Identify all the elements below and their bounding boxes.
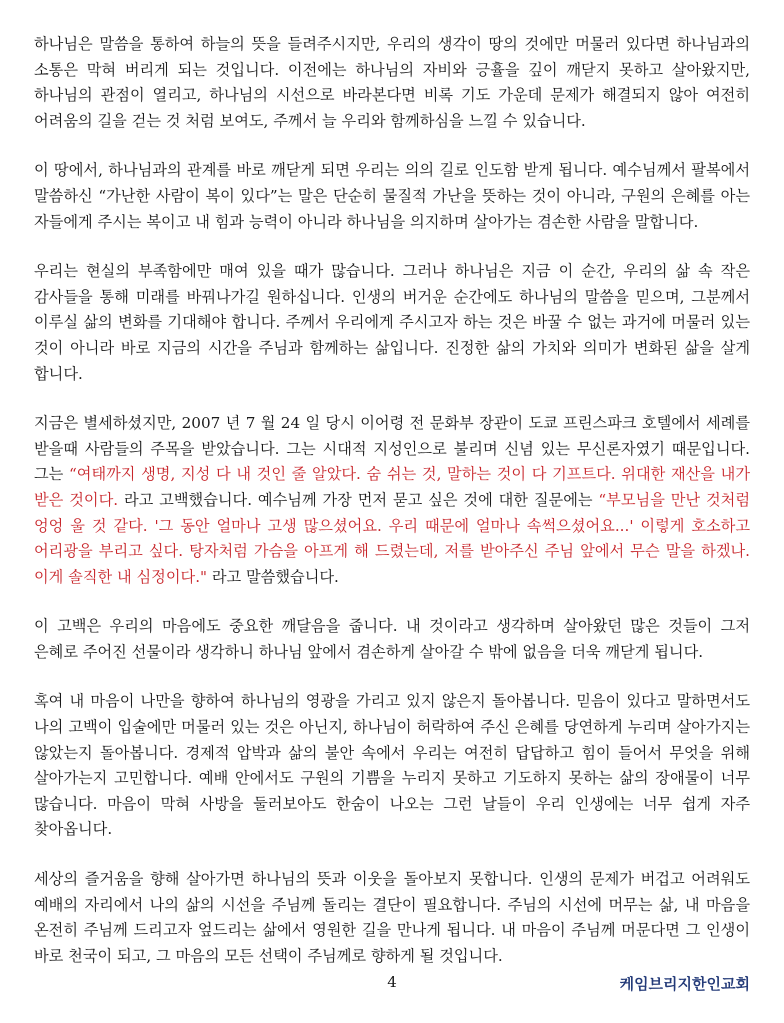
paragraph-text: 이 땅에서, 하나님과의 관계를 바로 깨닫게 되면 우리는 의의 길로 인도함 받게 됩니다. 예수님께서 팔복에서 말씀하신 “가난한 사람이 복이 있다”는 말은 단순히 물질적 가난을 뜻하는 것이 아니라, 구원의 은혜를 아는 자들에게 주시는 복이고 내 힘과 능력이 아니라 하나님을 의지하며 살아가는 겸손한 사람을 말합니다. [34,161,750,231]
document-body [34,32,750,993]
paragraph-text: 세상의 즐거움을 향해 살아가면 하나님의 뜻과 이웃을 돌아보지 못합니다. 인생의 문제가 버겁고 어려워도 예배의 자리에서 나의 삶의 시선을 주님께 돌리는 결단이 필요합니다. 주님의 시선에 머무는 삶, 내 마음을 온전히 주님께 드리고자 엎드리는 삶에서 영원한 길을 만나게 됩니다. 내 마음이 주님께 머문다면 그 인생이 바로 천국이 되고, 그 마음의 모든 선택이 주님께로 향하게 될 것입니다. [34,870,750,965]
paragraph-2 [34,158,750,235]
church-name: 케임브리지한인교회 [619,975,750,993]
paragraph-text: 우리는 현실의 부족함에만 매여 있을 때가 많습니다. 그러나 하나님은 지금 이 순간, 우리의 삶 속 작은 감사들을 통해 미래를 바꿔나가길 원하십니다. 인생의 버거운 순간에도 하나님의 말씀을 믿으며, 그분께서 이루실 삶의 변화를 기대해야 합니다. 주께서 우리에게 주시고자 하는 것은 바꿀 수 없는 과거에 머물러 있는 것이 아니라 바로 지금의 시간을 주님과 함께하는 삶입니다. 진정한 삶의 가치와 의미가 변화된 삶을 살게 합니다. [34,262,750,383]
paragraph-text: 지금은 별세하셨지만, 2007 년 7 월 24 일 당시 이어령 전 문화부 장관이 도쿄 프린스파크 호텔에서 세례를 받을때 사람들의 주목을 받았습니다. 그는 시대적 지성인으로 불리며 신념 있는 무신론자였기 때문입니다. 그는 [34,414,750,484]
paragraph-text: 하나님은 말씀을 통하여 하늘의 뜻을 들려주시지만, 우리의 생각이 땅의 것에만 머물러 있다면 하나님과의 소통은 막혀 버리게 되는 것입니다. 이전에는 하나님의 자비와 긍휼을 깊이 깨닫지 못하고 살아왔지만, 하나님의 관점이 열리고, 하나님의 시선으로 바라본다면 비록 기도 가운데 문제가 해결되지 않아 여전히 어려움의 길을 걷는 것 처럼 보여도, 주께서 늘 우리와 함께하심을 느낄 수 있습니다. [34,35,750,130]
paragraph-7 [34,867,750,969]
paragraph-1 [34,32,750,134]
page-number: 4 [387,973,397,991]
quote-prodigal: “부모님을 만난 것처럼 엉엉 울 것 같다. '그 동안 얼마나 고생 많으셨어요. 우리 때문에 얼마나 속썩으셨어요...' 이렇게 호소하고 어리광을 부리고 싶다. 탕자처럼 가슴을 아프게 해 드렸는데, 저를 받아주신 주님 앞에서 무슨 말을 하겠나. 이게 솔직한 내 심정이다." [34,490,750,586]
paragraph-6 [34,689,750,843]
paragraph-3 [34,259,750,387]
paragraph-text: 혹여 내 마음이 나만을 향하여 하나님의 영광을 가리고 있지 않은지 돌아봅니다. 믿음이 있다고 말하면서도 나의 고백이 입술에만 머물러 있는 것은 아닌지, 하나님이 허락하여 주신 은혜를 당연하게 누리며 살아가지는 않았는지 돌아봅니다. 경제적 압박과 삶의 불안 속에서 우리는 여전히 답답하고 힘이 들어서 무엇을 위해 살아가는지 고민합니다. 예배 안에서도 구원의 기쁨을 누리지 못하고 기도하지 못하는 삶의 장애물이 너무 많습니다. 마음이 막혀 사방을 둘러보아도 한숨이 나오는 그런 날들이 우리 인생에는 너무 쉽게 자주 찾아옵니다. [34,692,750,839]
paragraph-5 [34,614,750,665]
paragraph-4 [34,411,750,590]
quote-gift: “여태까지 생명, 지성 다 내 것인 줄 알았다. 숨 쉬는 것, 말하는 것이 다 기프트다. 위대한 재산을 내가 받은 것이다. [34,465,750,509]
paragraph-text: 라고 고백했습니다. 예수님께 가장 먼저 묻고 싶은 것에 대한 질문에는 [118,490,599,509]
paragraph-text: 라고 말씀했습니다. [207,567,339,586]
paragraph-text: 이 고백은 우리의 마음에도 중요한 깨달음을 줍니다. 내 것이라고 생각하며 살아왔던 많은 것들이 그저 은혜로 주어진 선물이라 생각하니 하나님 앞에서 겸손하게 살아갈 수 밖에 없음을 더욱 깨닫게 됩니다. [34,617,750,661]
